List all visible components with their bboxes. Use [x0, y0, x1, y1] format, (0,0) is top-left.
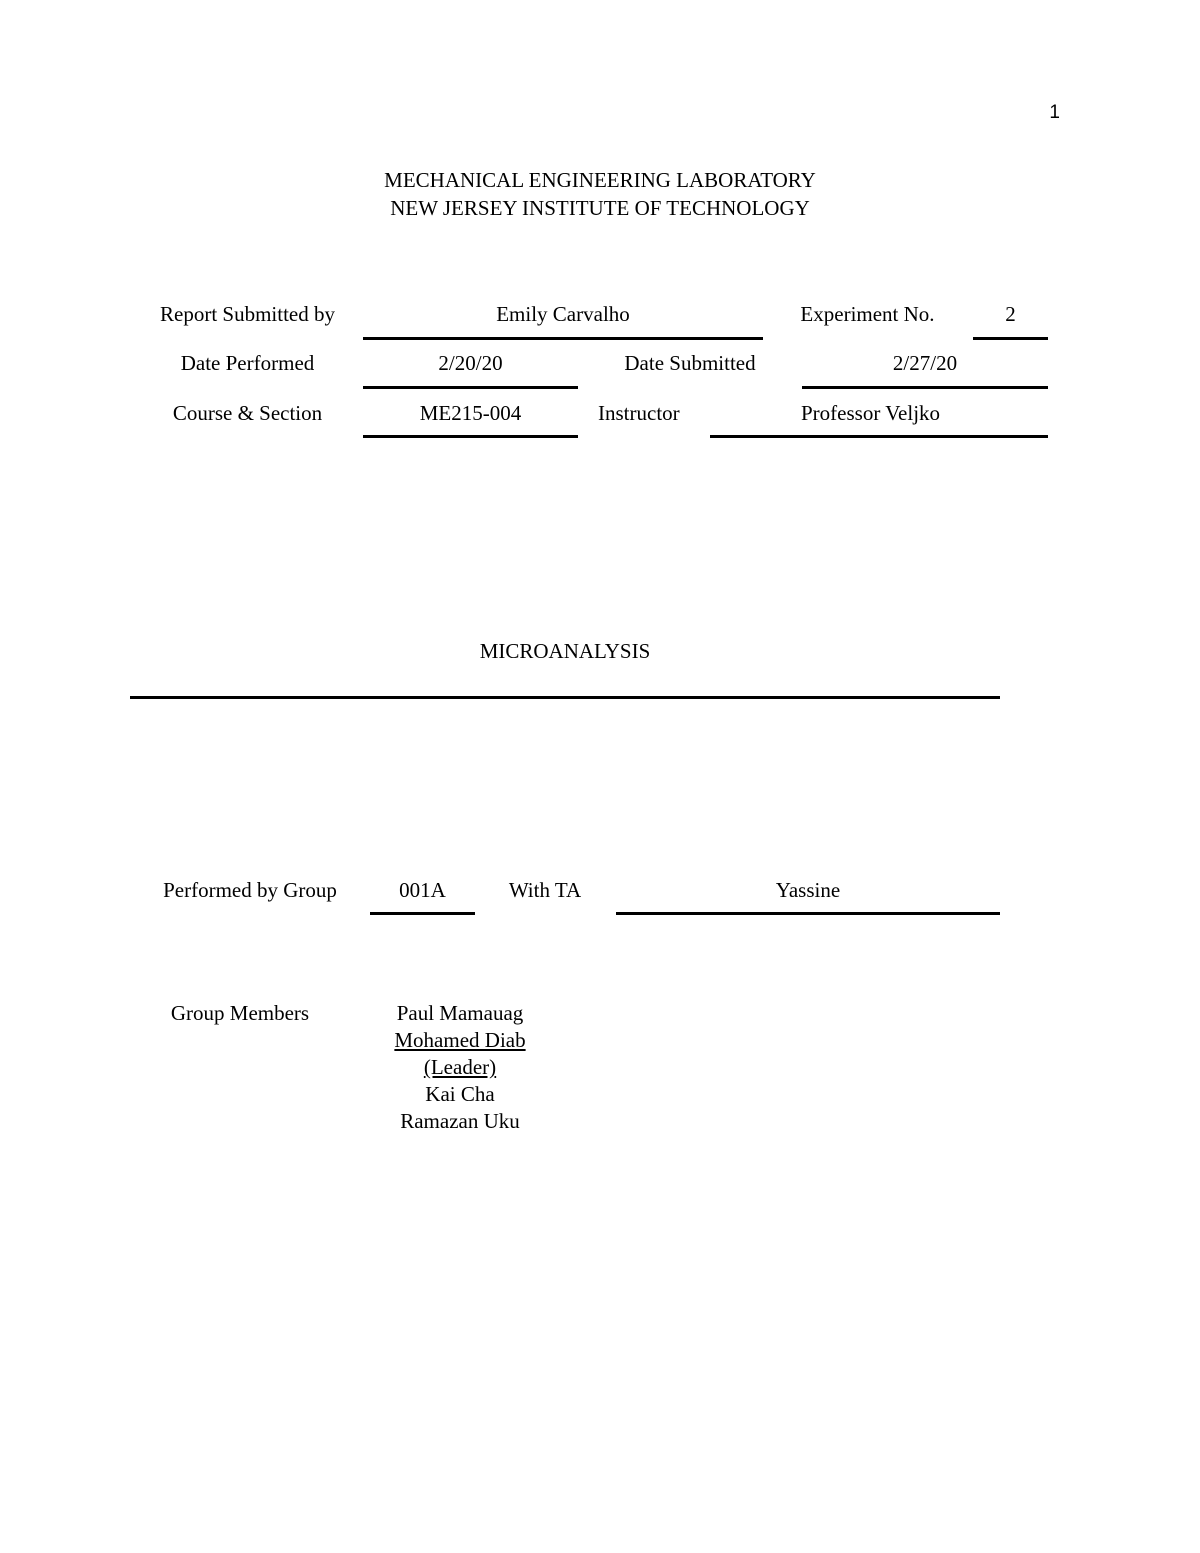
- page-number: 1: [1049, 102, 1060, 123]
- instructor-label: Instructor: [598, 401, 680, 425]
- member-name: Paul Mamauag: [396, 1001, 524, 1025]
- header-line-institute: NEW JERSEY INSTITUTE OF TECHNOLOGY: [390, 196, 810, 220]
- ta-name-value: Yassine: [775, 878, 841, 902]
- group-members-label: Group Members: [170, 1001, 310, 1025]
- experiment-no-underline: [973, 337, 1048, 340]
- header-line-lab: MECHANICAL ENGINEERING LABORATORY: [384, 168, 816, 192]
- member-name: Ramazan Uku: [400, 1109, 520, 1133]
- institution-header: [0, 166, 1200, 222]
- group-number-value: 001A: [399, 878, 446, 902]
- report-title: MICROANALYSIS: [479, 639, 651, 663]
- date-performed-underline: [363, 386, 578, 389]
- with-ta-label: With TA: [508, 878, 582, 902]
- member-name-leader: Mohamed Diab: [394, 1028, 526, 1052]
- title-underline: [130, 696, 1000, 699]
- date-submitted-underline: [802, 386, 1048, 389]
- date-submitted-label: Date Submitted: [624, 351, 756, 375]
- instructor-underline: [710, 435, 1048, 438]
- date-performed-value: 2/20/20: [438, 351, 503, 375]
- ta-name-underline: [616, 912, 1000, 915]
- course-section-label: Course & Section: [172, 401, 323, 425]
- submitted-by-value: Emily Carvalho: [496, 302, 630, 326]
- submitted-by-label: Report Submitted by: [160, 302, 335, 326]
- date-submitted-value: 2/27/20: [892, 351, 958, 375]
- instructor-value: Professor Veljko: [801, 401, 941, 425]
- submitted-by-underline: [363, 337, 763, 340]
- course-section-underline: [363, 435, 578, 438]
- course-section-value: ME215-004: [419, 401, 522, 425]
- performed-by-group-label: Performed by Group: [163, 878, 337, 902]
- experiment-no-label: Experiment No.: [800, 302, 935, 326]
- group-members-list: [370, 1000, 550, 1135]
- date-performed-label: Date Performed: [180, 351, 315, 375]
- member-name: Kai Cha: [425, 1082, 495, 1106]
- leader-tag: (Leader): [423, 1055, 497, 1079]
- experiment-no-value: 2: [1005, 302, 1016, 326]
- group-number-underline: [370, 912, 475, 915]
